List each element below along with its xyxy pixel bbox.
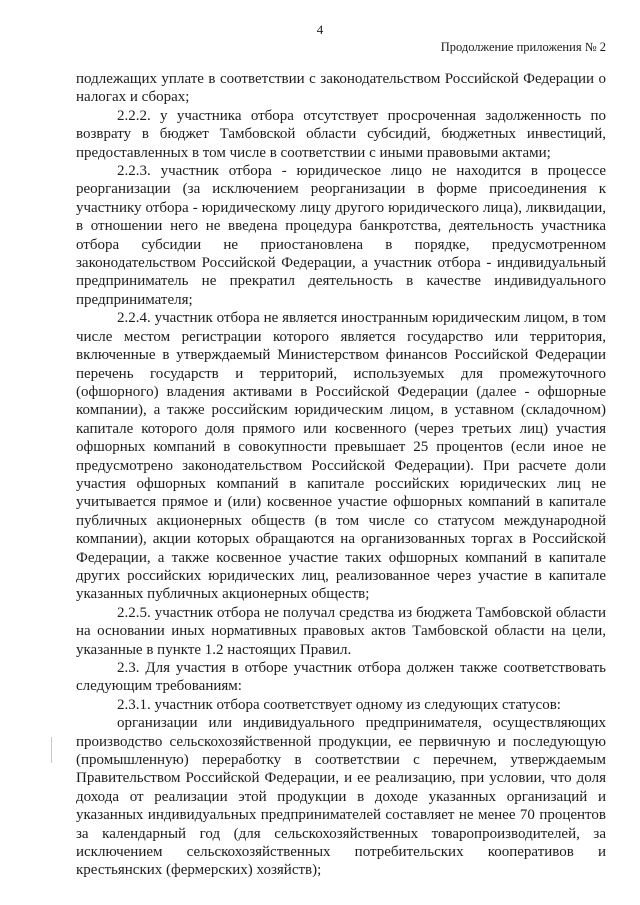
paragraph-2-2-3: 2.2.3. участник отбора - юридическое лицо не находится в процессе реорганизации (за исключением реорганизации в форме присоединения к участнику отбора - юридическому лицу другого юридического лица), ликвидации, в отношении него не введена процедура банкротства, деятельность участника отбора субсидии не приостановлена в порядке, предусмотренном законодательством Российской Федерации, а участник отбора - индивидуальный предприниматель не прекратил деятельность в качестве индивидуального предпринимателя; xyxy=(76,163,606,308)
appendix-continuation-note: Продолжение приложения № 2 xyxy=(440,40,606,54)
paragraph-2-2-4: 2.2.4. участник отбора не является иностранным юридическим лицом, в том числе местом регистрации которого является государство или территория, включенные в утверждаемый Министерством финансов Российской Федерации перечень государств и территорий, используемых для промежуточного (офшорного) владения активами в Российской Федерации (далее - офшорные компании), а также российским юридическим лицом, в уставном (складочном) капитале которого доля прямого или косвенного (через третьих лиц) участия офшорных компаний в совокупности превышает 25 процентов (если иное не предусмотрено законодательством Российской Федерации). При расчете доли участия офшорных компаний в капитале российских юридических лиц не учитывается прямое и (или) косвенное участие офшорных компаний в капитале публичных акционерных обществ (в том числе со статусом международной компании), акции которых обращаются на организованных торгах в Российской Федерации, а также косвенное участие таких офшорных компаний в капитале других российских юридических лиц, реализованное через участие в капитале указанных публичных акционерных обществ; xyxy=(76,310,606,603)
paragraph-2-3: 2.3. Для участия в отборе участник отбора должен также соответствовать следующим требованиям: xyxy=(76,660,606,695)
paragraph-2-2-5: 2.2.5. участник отбора не получал средства из бюджета Тамбовской области на основании иных нормативных правовых актов Тамбовской области на цели, указанные в пункте 1.2 настоящих Правил. xyxy=(76,604,606,658)
page-number: 4 xyxy=(316,22,324,37)
paragraph-2-2-2: 2.2.2. у участника отбора отсутствует просроченная задолженность по возврату в бюджет Тамбовской области субсидий, бюджетных инвестиций, предоставленных в том числе в соответствии с иными правовыми актами; xyxy=(76,107,606,161)
paragraph-status-organizations: организации или индивидуального предпринимателя, осуществляющих производство сельскохозяйственной продукции, ее первичную и последующую (промышленную) переработку в соответствии с перечнем, утверждаемым Правительством Российской Федерации, и ее реализацию, при условии, что доля дохода от реализации этой продукции в доходе указанных организаций и указанных индивидуальных предпринимателей составляет не менее 70 процентов за календарный год (для сельскохозяйственных товаропроизводителей, за исключением сельскохозяйственных потребительских кооперативов и крестьянских (фермерских) хозяйств); xyxy=(76,715,606,879)
paragraph-continuation: подлежащих уплате в соответствии с законодательством Российской Федерации о налогах и сборах; xyxy=(76,71,606,106)
margin-scan-mark xyxy=(51,737,52,763)
paragraph-2-3-1: 2.3.1. участник отбора соответствует одному из следующих статусов: xyxy=(117,696,561,713)
document-body xyxy=(76,70,606,880)
